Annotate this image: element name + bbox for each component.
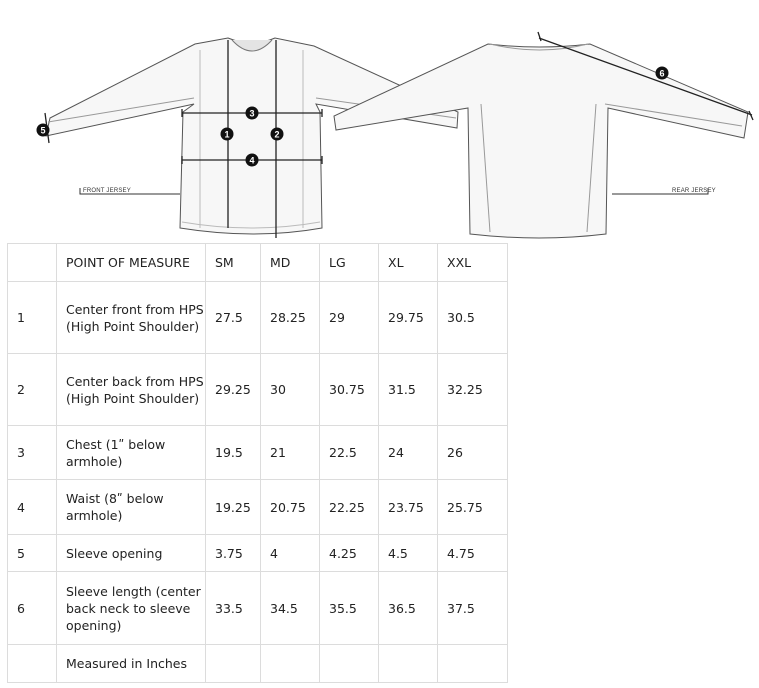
marker-3 bbox=[246, 107, 259, 120]
value-cell: 4.75 bbox=[438, 535, 508, 572]
svg-text:3: 3 bbox=[249, 108, 255, 119]
jersey-measurement-diagram bbox=[0, 0, 759, 242]
value-cell: 37.5 bbox=[438, 572, 508, 645]
value-cell: 22.25 bbox=[320, 480, 379, 535]
value-cell: 32.25 bbox=[438, 354, 508, 426]
table-row bbox=[8, 282, 508, 354]
value-cell: 3.75 bbox=[206, 535, 261, 572]
value-cell: 26 bbox=[438, 426, 508, 480]
row-number: 3 bbox=[8, 426, 57, 480]
rear-jersey-label-text: REAR JERSEY bbox=[672, 188, 716, 194]
svg-text:2: 2 bbox=[274, 129, 280, 140]
value-cell: 28.25 bbox=[261, 282, 320, 354]
value-cell: 35.5 bbox=[320, 572, 379, 645]
measure-name: Center back from HPS (High Point Shoulder) bbox=[57, 354, 206, 426]
header-size-sm: SM bbox=[206, 244, 261, 282]
value-cell: 25.75 bbox=[438, 480, 508, 535]
header-size-lg: LG bbox=[320, 244, 379, 282]
value-cell: 31.5 bbox=[379, 354, 438, 426]
value-cell: 24 bbox=[379, 426, 438, 480]
empty-cell bbox=[261, 645, 320, 683]
svg-text:5: 5 bbox=[40, 125, 46, 136]
row-number: 2 bbox=[8, 354, 57, 426]
value-cell: 20.75 bbox=[261, 480, 320, 535]
measure-name: Center front from HPS (High Point Shoulder) bbox=[57, 282, 206, 354]
row-number: 1 bbox=[8, 282, 57, 354]
empty-cell bbox=[8, 645, 57, 683]
value-cell: 23.75 bbox=[379, 480, 438, 535]
measure-name: Chest (1ʺ below armhole) bbox=[57, 426, 206, 480]
value-cell: 19.25 bbox=[206, 480, 261, 535]
units-note: Measured in Inches bbox=[57, 645, 206, 683]
value-cell: 30.75 bbox=[320, 354, 379, 426]
measure-name: Sleeve length (center back neck to sleeve opening) bbox=[57, 572, 206, 645]
rear-jersey-label bbox=[612, 188, 716, 194]
row-number: 4 bbox=[8, 480, 57, 535]
svg-text:1: 1 bbox=[224, 129, 230, 140]
value-cell: 22.5 bbox=[320, 426, 379, 480]
value-cell: 29.75 bbox=[379, 282, 438, 354]
value-cell: 29.25 bbox=[206, 354, 261, 426]
table-row bbox=[8, 572, 508, 645]
rear-jersey-illustration bbox=[334, 44, 748, 238]
marker-5 bbox=[37, 124, 50, 137]
measure-name: Waist (8ʺ below armhole) bbox=[57, 480, 206, 535]
value-cell: 4 bbox=[261, 535, 320, 572]
table-footer-row bbox=[8, 645, 508, 683]
value-cell: 30.5 bbox=[438, 282, 508, 354]
front-jersey-illustration bbox=[46, 38, 458, 234]
empty-cell bbox=[320, 645, 379, 683]
value-cell: 36.5 bbox=[379, 572, 438, 645]
marker-4 bbox=[246, 154, 259, 167]
table-header-row bbox=[8, 244, 508, 282]
marker-2 bbox=[271, 128, 284, 141]
front-jersey-label-text: FRONT JERSEY bbox=[83, 188, 131, 194]
value-cell: 27.5 bbox=[206, 282, 261, 354]
table-row bbox=[8, 535, 508, 572]
row-number: 5 bbox=[8, 535, 57, 572]
svg-text:4: 4 bbox=[249, 155, 255, 166]
value-cell: 33.5 bbox=[206, 572, 261, 645]
header-size-md: MD bbox=[261, 244, 320, 282]
value-cell: 4.25 bbox=[320, 535, 379, 572]
header-cell bbox=[8, 244, 57, 282]
value-cell: 30 bbox=[261, 354, 320, 426]
table-row bbox=[8, 480, 508, 535]
value-cell: 29 bbox=[320, 282, 379, 354]
empty-cell bbox=[379, 645, 438, 683]
value-cell: 19.5 bbox=[206, 426, 261, 480]
value-cell: 4.5 bbox=[379, 535, 438, 572]
header-size-xxl: XXL bbox=[438, 244, 508, 282]
value-cell: 21 bbox=[261, 426, 320, 480]
svg-text:6: 6 bbox=[659, 68, 665, 79]
marker-1 bbox=[221, 128, 234, 141]
table-row bbox=[8, 426, 508, 480]
size-chart-table bbox=[7, 243, 508, 683]
header-size-xl: XL bbox=[379, 244, 438, 282]
value-cell: 34.5 bbox=[261, 572, 320, 645]
row-number: 6 bbox=[8, 572, 57, 645]
measure-name: Sleeve opening bbox=[57, 535, 206, 572]
table-row bbox=[8, 354, 508, 426]
empty-cell bbox=[206, 645, 261, 683]
header-point-of-measure: POINT OF MEASURE bbox=[57, 244, 206, 282]
marker-6 bbox=[656, 67, 669, 80]
empty-cell bbox=[438, 645, 508, 683]
front-jersey-label bbox=[80, 188, 180, 194]
